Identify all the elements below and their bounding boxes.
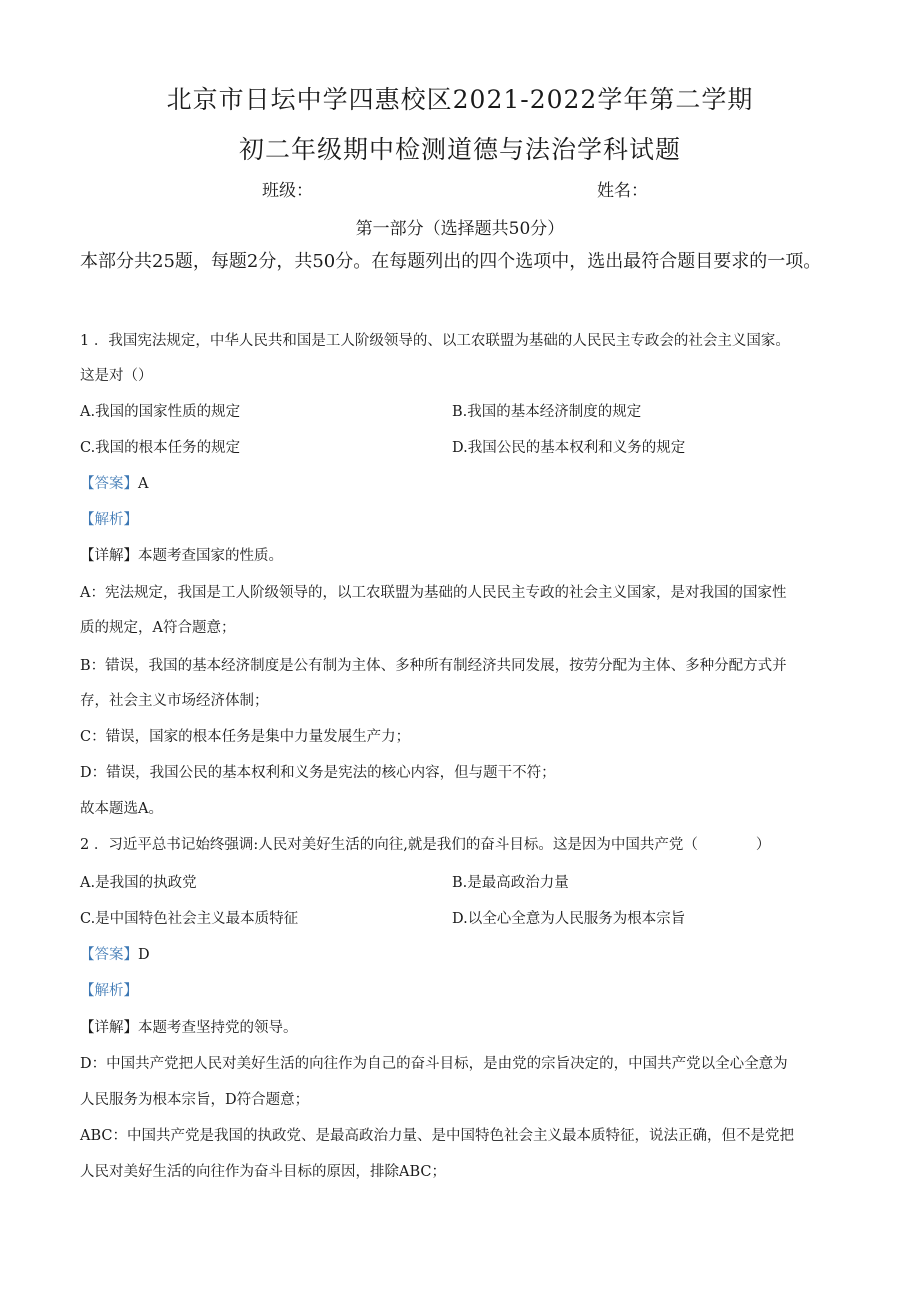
detail-tag: 【详解】 [80,548,138,564]
answer-value: A [138,476,149,492]
q1-option-a: A.我国的国家性质的规定 [80,404,241,420]
q1-detail [80,544,845,565]
q1-explain-line4: 存，社会主义市场经济体制； [80,693,269,709]
q2-stem-line1: 2 ．习近平总书记始终强调:人民对美好生活的向往,就是我们的奋斗目标。这是因为中国共产党（ ） [80,837,771,853]
q1-analysis-tag: 【解析】 [80,512,138,528]
exam-title-line2: 初二年级期中检测道德与法治学科试题 [238,135,681,164]
q1-conclusion: 故本题选A。 [80,801,163,817]
q2-analysis-tag: 【解析】 [80,983,138,999]
class-label: 班级： [262,181,313,201]
q1-option-b: B.我国的基本经济制度的规定 [452,404,642,420]
detail-text: 本题考查坚持党的领导。 [138,1020,298,1036]
q1-explain-line6: D：错误，我国公民的基本权利和义务是宪法的核心内容，但与题干不符； [80,765,556,781]
q1-explain-line5: C：错误，国家的根本任务是集中力量发展生产力； [80,729,411,745]
q2-explain-line3: ABC：中国共产党是我国的执政党、是最高政治力量、是中国特色社会主义最本质特征，说法正确，但不是党把 [80,1128,794,1144]
q2-explain-line1: D：中国共产党把人民对美好生活的向往作为自己的奋斗目标，是由党的宗旨决定的，中国共产党以全心全意为 [80,1056,788,1072]
section-intro: 本部分共25题，每题2分，共50分。在每题列出的四个选项中，选出最符合题目要求的一项。 [80,251,822,272]
q2-explain-line4: 人民对美好生活的向往作为奋斗目标的原因，排除ABC； [80,1164,446,1180]
q1-explain-line3: B：错误，我国的基本经济制度是公有制为主体、多种所有制经济共同发展，按劳分配为主体、多种分配方式并 [80,658,787,674]
name-label: 姓名： [597,181,648,201]
answer-value: D [138,947,150,963]
q1-option-c: C.我国的根本任务的规定 [80,440,241,456]
q1-answer [80,472,845,493]
exam-title-line1: 北京市日坛中学四惠校区2021-2022学年第二学期 [166,85,754,114]
q2-answer [80,943,845,964]
q1-option-d: D.我国公民的基本权利和义务的规定 [452,440,686,456]
q2-option-d: D.以全心全意为人民服务为根本宗旨 [452,911,686,927]
q1-stem-line2: 这是对（） [80,368,153,384]
q2-explain-line2: 人民服务为根本宗旨，D符合题意； [80,1092,310,1108]
q1-stem-line1: 1 ．我国宪法规定，中华人民共和国是工人阶级领导的、以工农联盟为基础的人民民主专政会的社会主义国家。 [80,333,790,349]
answer-tag: 【答案】 [80,476,138,492]
q2-detail [80,1016,845,1037]
q2-option-b: B.是最高政治力量 [452,875,569,891]
detail-tag: 【详解】 [80,1020,138,1036]
detail-text: 本题考查国家的性质。 [138,548,283,564]
q1-explain-line2: 质的规定，A符合题意； [80,620,236,636]
q2-option-a: A.是我国的执政党 [80,875,197,891]
q1-explain-line1: A：宪法规定，我国是工人阶级领导的，以工农联盟为基础的人民民主专政的社会主义国家，是对我国的国家性 [80,585,787,601]
answer-tag: 【答案】 [80,947,138,963]
q2-option-c: C.是中国特色社会主义最本质特征 [80,911,299,927]
section-heading: 第一部分（选择题共50分） [355,219,565,239]
